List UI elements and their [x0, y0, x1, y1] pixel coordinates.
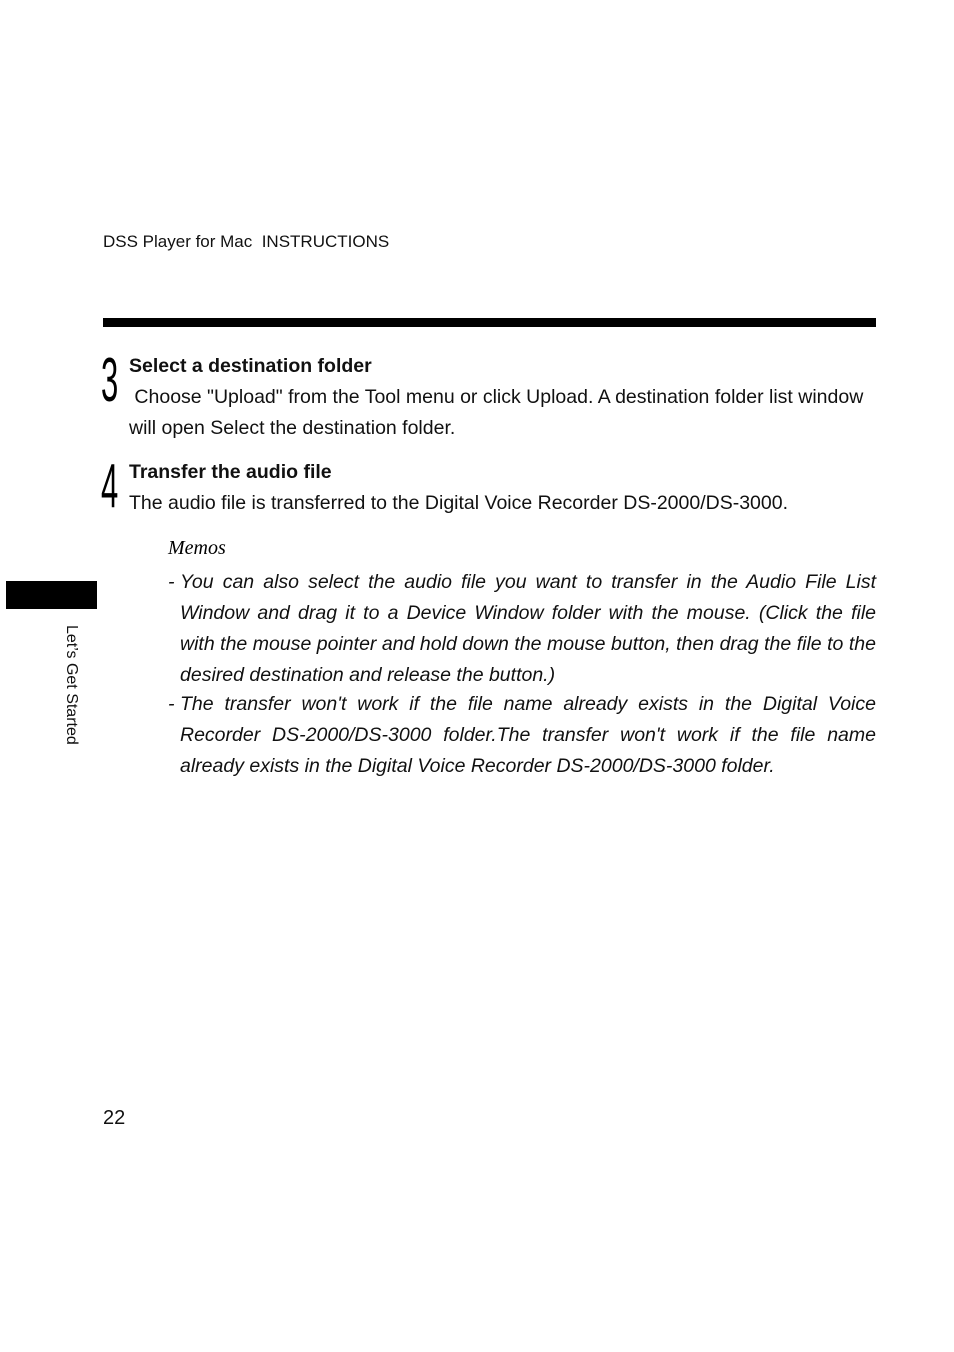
step-3: [129, 351, 876, 444]
step-3-body: Choose "Upload" from the Tool menu or click Upload. A destination folder list window will open Select the destination folder.: [129, 386, 869, 439]
memo-item: [168, 689, 876, 782]
memo-item: [168, 567, 876, 691]
chapter-tab-marker: [6, 581, 97, 609]
chapter-side-label: Let’s Get Started: [63, 625, 80, 745]
step-number-4: 4: [101, 452, 119, 521]
step-3-title: Select a destination folder: [129, 355, 372, 377]
memo-bullet: -: [168, 571, 175, 593]
memo-bullet: -: [168, 693, 175, 715]
memo-text: You can also select the audio file you want to transfer in the Audio File List Window and drag it to a Device Window folder with the mouse. (Click the file with the mouse pointer and hold down the mouse button, then drag the file to the desired destination and release the button.): [180, 571, 876, 686]
section-divider: [103, 318, 876, 327]
step-number-3: 3: [101, 346, 119, 415]
document-header: DSS Player for Mac INSTRUCTIONS: [103, 232, 390, 251]
memos-heading: Memos: [168, 537, 226, 559]
step-4: [129, 457, 876, 519]
step-4-title: Transfer the audio file: [129, 461, 332, 483]
step-4-body: The audio file is transferred to the Digital Voice Recorder DS-2000/DS-3000.: [129, 492, 789, 514]
memo-text: The transfer won't work if the file name already exists in the Digital Voice Recorder DS-2000/DS-3000 folder.The transfer won't work if the file name already exists in the Digital Voice Recorder DS-2000/DS-3000 folder.: [180, 693, 876, 777]
page-number: 22: [103, 1107, 126, 1129]
